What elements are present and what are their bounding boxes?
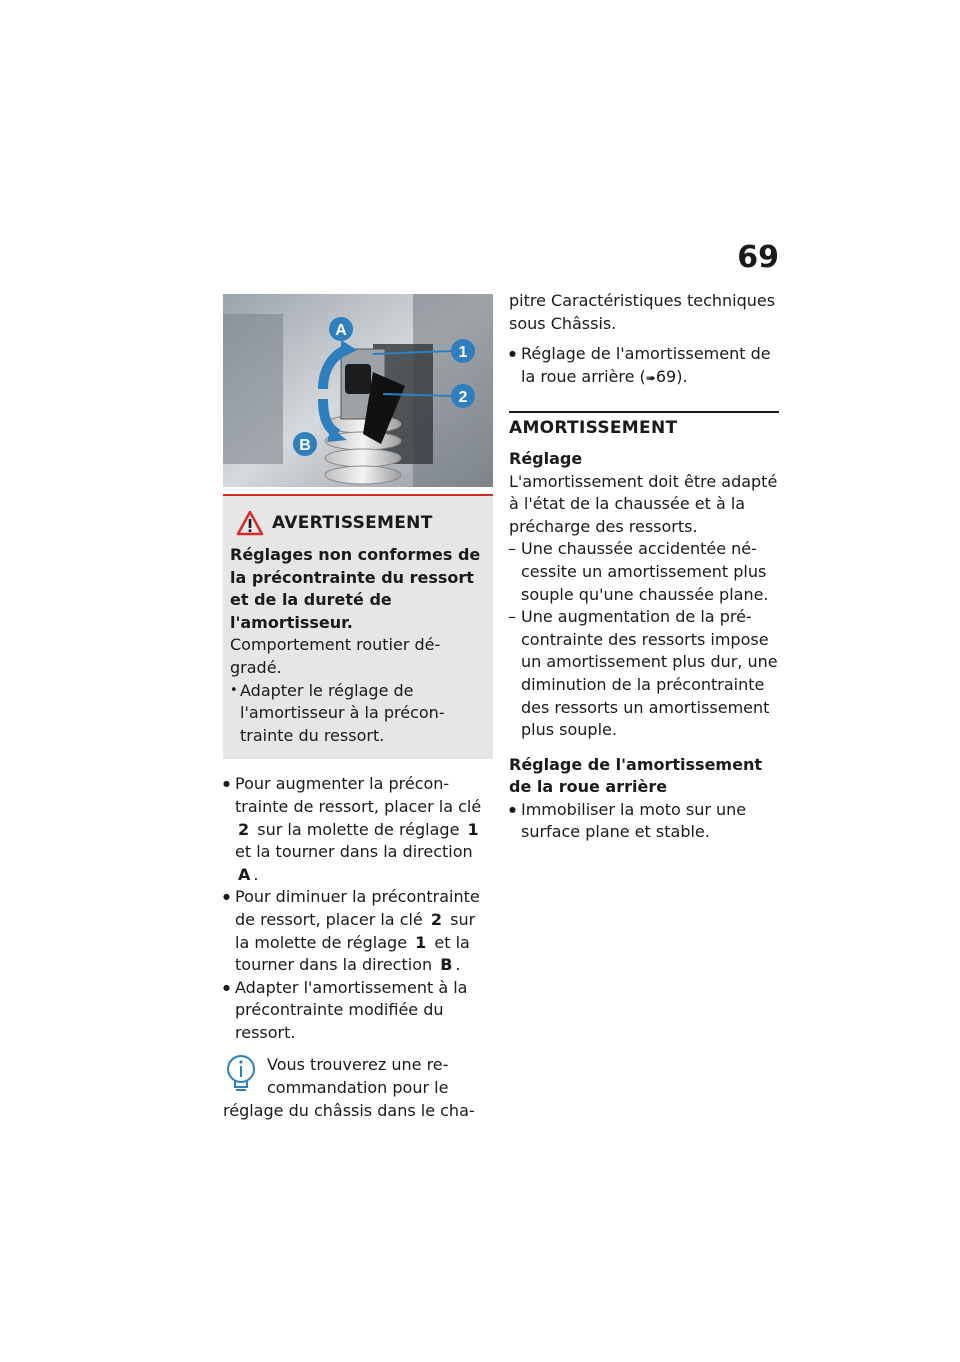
ref-number: 2 [238,819,250,839]
step-text: sur la molette de réglage [257,819,460,839]
warning-title: AVERTISSEMENT [272,512,433,533]
dash-item: – Une chaussée accidentée nécessite un amortissement plus souple qu'une chaussée plane. [509,538,779,606]
left-column [223,294,493,1122]
warning-list-item: • Adapter le réglage de l'amortisseur à la précontrainte du ressort. [230,680,481,748]
step-decrease [223,886,493,976]
direction-letter: A [238,864,251,884]
dash-item: – Une augmentation de la précontrainte des ressorts impose un amortissement plus dur, une diminution de la précontrainte des ressorts un amortissement plus souple. [509,606,779,742]
warning-header [236,510,481,536]
step-increase [223,773,493,886]
step-text: Pour diminuer la précontrainte de ressort, placer la clé [235,887,480,929]
step-text: Réglage de l'amortissement de la roue arrière ( [521,344,771,386]
section-intro: L'amortissement doit être adapté à l'état de la chaussée et à la précharge des ressorts. [509,471,778,536]
right-steps [509,343,779,389]
label-a: A [335,322,347,339]
step-text: . [455,955,461,975]
section-subheading: Réglage de l'amortissement de la roue arrière [509,754,762,797]
ref-number: 2 [430,909,443,929]
step-text: et la tourner dans la direction [235,842,473,862]
step-text: ). [676,366,688,386]
page-ref-arrow-icon: ➠ [645,370,656,385]
step-rear-damping-ref [509,343,779,389]
step-immobilize: ● Immobiliser la moto sur une surface plane et stable. [509,799,779,844]
section-title: AMORTISSEMENT [509,418,678,439]
warning-box [223,496,493,759]
step-adapt: ● Adapter l'amortissement à la précontrainte modifiée du ressort. [223,977,493,1045]
info-text-right: pitre Caractéristiques techniques sous Châssis. [509,291,776,333]
section-damping [509,411,779,844]
page-number: 69 [737,240,779,275]
label-1: 1 [458,344,468,361]
label-2: 2 [458,389,468,406]
label-b: B [299,437,311,454]
section-subtitle: Réglage [509,448,583,468]
shock-absorber-illustration [223,294,493,487]
warning-list [230,680,481,748]
step-text: . [253,864,259,884]
procedure-steps [223,773,493,1044]
info-text-left: Vous trouverez une recommandation pour le réglage du châssis dans le cha- [223,1055,475,1120]
step-text: Pour augmenter la précontrainte de ressort, placer la clé [235,774,482,816]
step-text: sur la molette de réglage [235,909,476,952]
shock-absorber-figure [223,294,493,487]
right-column [509,290,779,844]
direction-letter: B [440,955,453,975]
ref-number: 1 [415,932,427,952]
warning-text: Comportement routier dégradé. [230,635,441,677]
info-note [223,1054,493,1122]
ref-number: 1 [467,819,479,839]
info-bulb-icon [223,1054,259,1094]
warning-heading: Réglages non conformes de la précontrainte du ressort et de la dureté de l'amortisseur. [230,545,481,632]
warning-triangle-icon [236,510,264,536]
step-text: et la tourner dans la direction [235,932,470,975]
section-dash-list [509,538,779,741]
section-steps [509,799,779,844]
page-ref[interactable]: 69 [655,366,677,386]
